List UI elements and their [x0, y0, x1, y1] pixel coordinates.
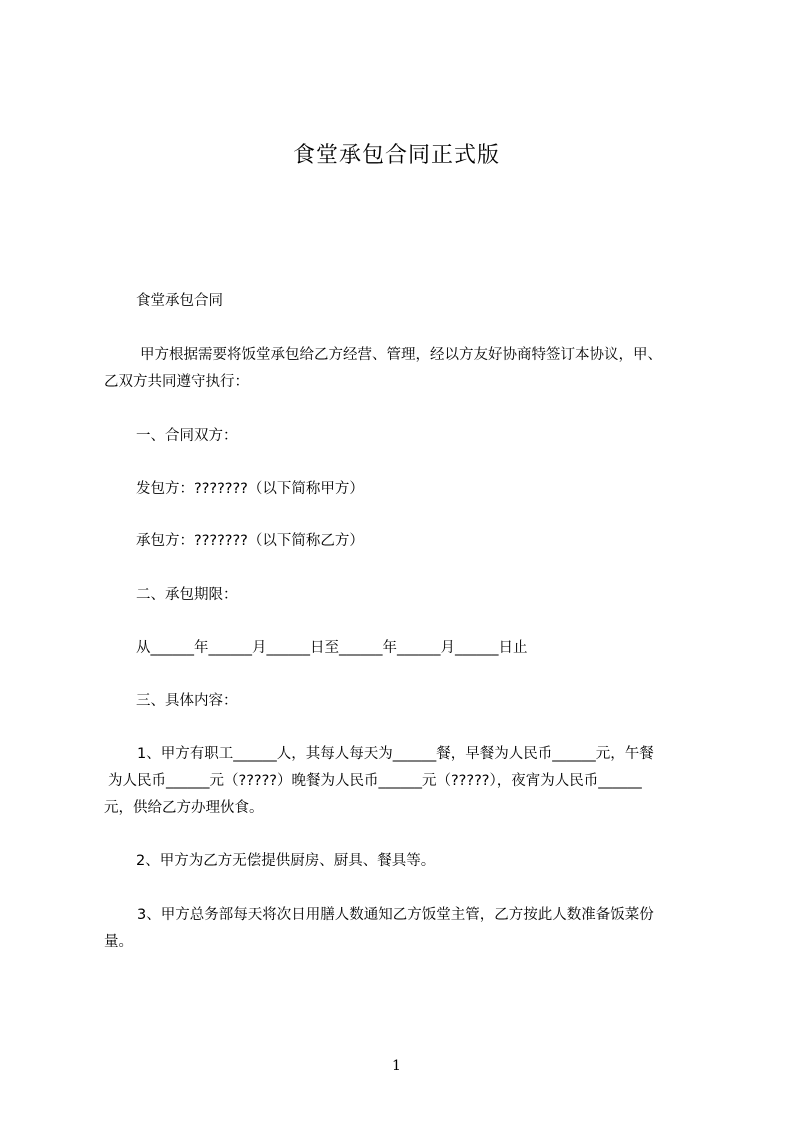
contract-heading: 食堂承包合同 — [136, 293, 223, 309]
page-number: 1 — [392, 1058, 401, 1074]
item-1-line-1: 1、甲方有职工______人，其每人每天为______餐，早餐为人民币______元，午餐 — [137, 746, 654, 762]
contract-period-line: 从______年______月______日至______年______月______日止 — [136, 640, 528, 656]
item-3-line-2: 量。 — [104, 934, 133, 950]
item-3-line-1: 3、甲方总务部每天将次日用膳人数通知乙方饭堂主管，乙方按此人数准备饭菜份 — [137, 907, 654, 923]
item-2-line: 2、甲方为乙方无偿提供厨房、厨具、餐具等。 — [136, 853, 436, 869]
section-1-heading: 一、合同双方： — [136, 428, 238, 444]
section-3-heading: 三、具体内容： — [136, 693, 238, 709]
section-2-heading: 二、承包期限： — [136, 587, 238, 603]
intro-line-2: 乙双方共同遵守执行： — [104, 374, 249, 390]
document-title: 食堂承包合同正式版 — [292, 143, 500, 168]
item-1-line-2: 为人民币______元（?????）晚餐为人民币______元（?????），夜宵为人民币______ — [108, 773, 642, 789]
party-b-line: 承包方：???????（以下简称乙方） — [136, 533, 364, 549]
party-a-line: 发包方：???????（以下简称甲方） — [136, 481, 364, 497]
item-1-line-3: 元，供给乙方办理伙食。 — [104, 800, 264, 816]
intro-line-1: 甲方根据需要将饭堂承包给乙方经营、管理，经以方友好协商特签订本协议，甲、 — [140, 347, 662, 363]
